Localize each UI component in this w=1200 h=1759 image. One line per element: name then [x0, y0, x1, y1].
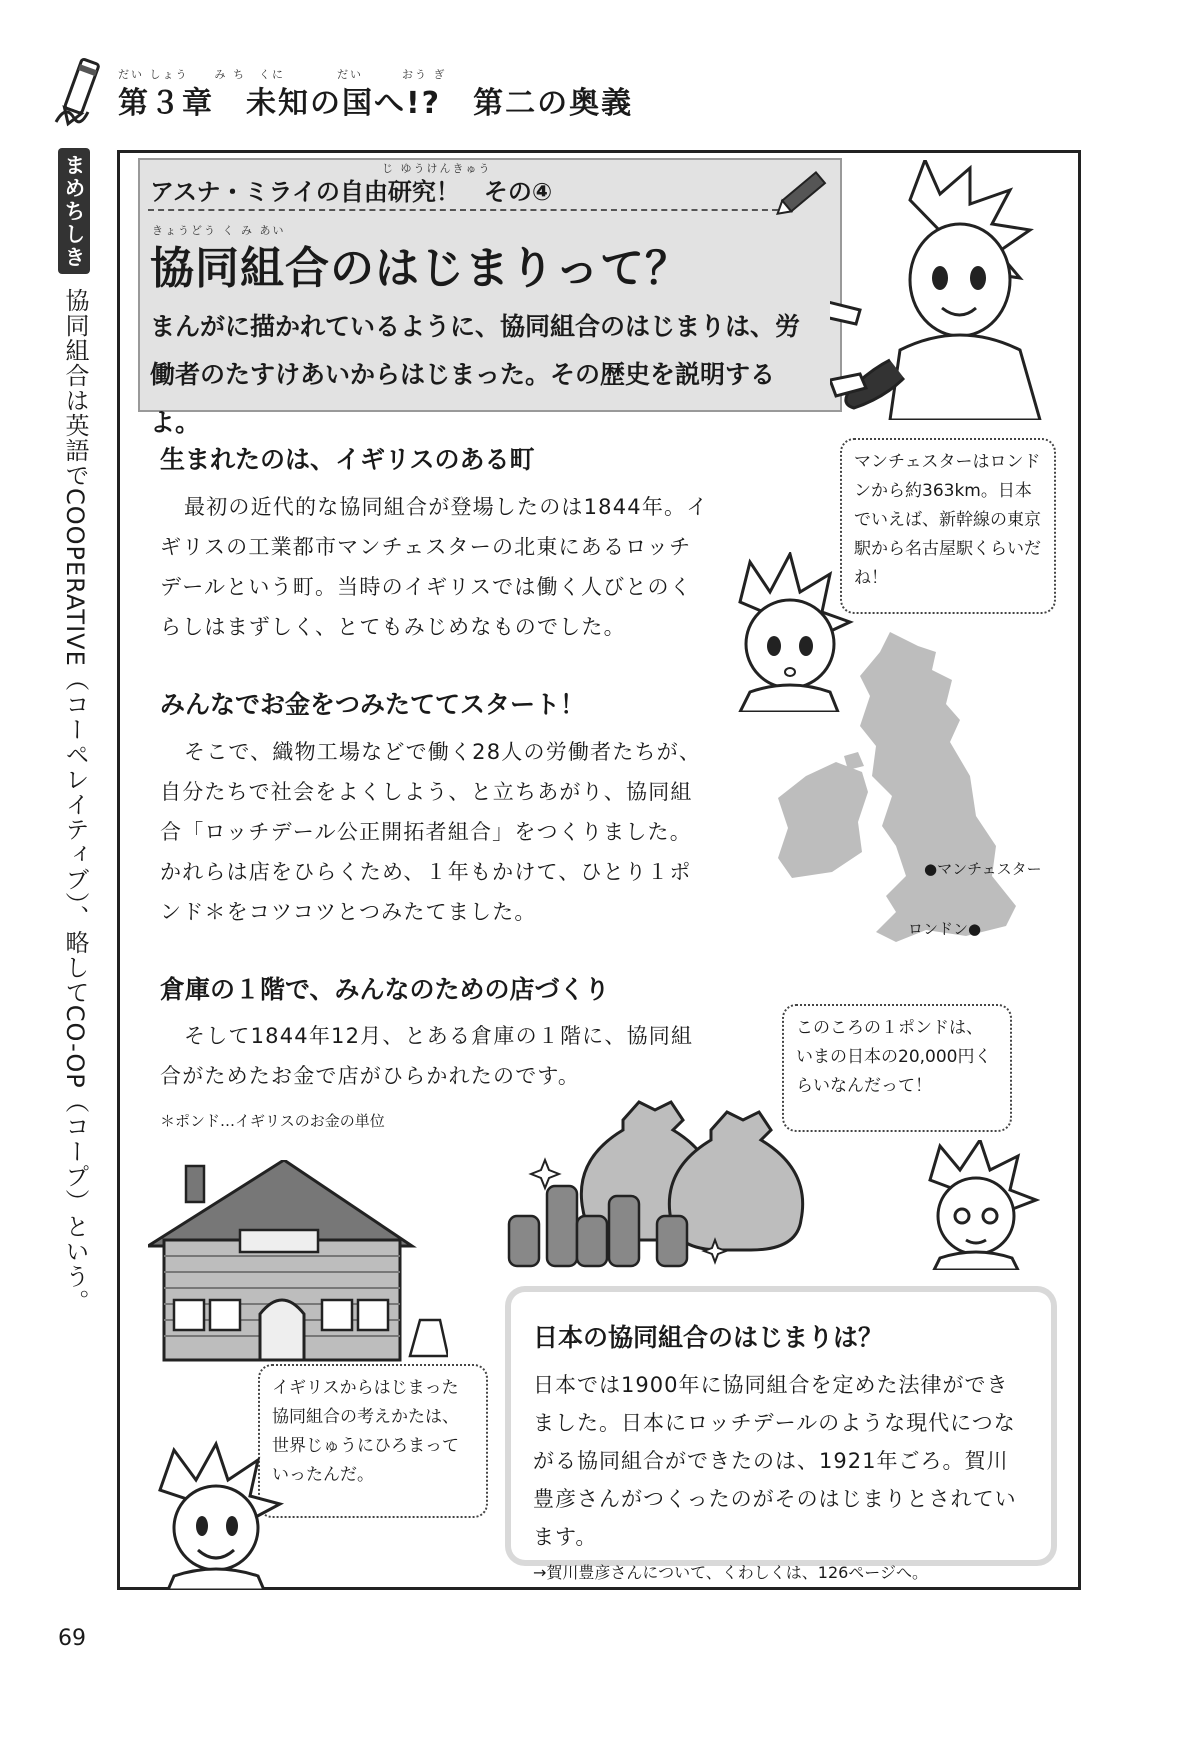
section-body-store: そして1844年12月、とある倉庫の１階に、協同組合がためたお金で店がひらかれたのです。	[160, 1024, 694, 1088]
page-number: 69	[58, 1626, 86, 1651]
bubble-pound-text: このころの１ポンドは、いまの日本の20,000円くらいなんだって！	[796, 1018, 992, 1096]
footnote-pound: ＊ポンド…イギリスのお金の単位	[160, 1112, 385, 1130]
map-label-manchester: ●マンチェスター	[924, 860, 1042, 878]
trivia-vertical-text: 協同組合は英語でCOOPERATIVE（コーペレイティブ）、略してCO-OP（コープ）という。	[61, 288, 89, 1314]
section-heading-birthplace: 生まれたのは、イギリスのある町	[160, 445, 535, 474]
section-body-birthplace: 最初の近代的な協同組合が登場したのは1844年。イギリスの工業都市マンチェスターの北東にあるロッチデールという町。当時のイギリスでは働く人びとのくらしはまずしく、とてもみじめなものでした。	[160, 495, 709, 639]
cooperative-store-house-illustration	[148, 1160, 448, 1370]
main-title: 協同組合のはじまりって？	[150, 243, 690, 294]
asuna-surprised-illustration	[910, 1140, 1040, 1270]
section-body-savings: そこで、織物工場などで働く28人の労働者たちが、自分たちで社会をよくしよう、と立ちあがり、協同組合「ロッチデール公正開拓者組合」をつくりました。かれらは店をひらくため、１年もかけて、ひとり１ポンド＊をコツコツとつみたてました。	[160, 740, 702, 924]
sub-heading-underline	[148, 209, 778, 211]
map-label-london: ロンドン●	[908, 920, 982, 938]
sub-heading-ruby: じ ゆうけんきゅう	[382, 162, 492, 175]
intro-text: まんがに描かれているように、協同組合のはじまりは、労働者のたすけあいからはじまった。その歴史を説明するよ。	[150, 312, 801, 437]
sub-heading: アスナ・ミライの自由研究！ その④	[150, 178, 553, 206]
speech-bubble-distance	[840, 438, 1056, 614]
bubble-distance-text: マンチェスターはロンドンから約363km。日本でいえば、新幹線の東京駅から名古屋駅くらいだね！	[854, 452, 1041, 588]
pencil-icon	[50, 56, 110, 132]
mirai-pointing-illustration	[830, 160, 1060, 420]
chapter-title: 第３章 未知の国へ!? 第二の奥義	[118, 86, 634, 121]
mame-chishiki-tab: まめちしき	[58, 148, 90, 274]
kagawa-page-reference-link[interactable]: →賀川豊彦さんについて、くわしくは、126ページへ。	[533, 1563, 928, 1582]
uk-map	[768, 626, 1058, 1006]
title-ruby: きょうどう く み あい	[152, 224, 286, 237]
japan-box-body: 日本では1900年に協同組合を定めた法律ができました。日本にロッチデールのような現代につながる協同組合ができたのは、1921年ごろ。賀川豊彦さんがつくったのがそのはじまりとされています。	[533, 1373, 1017, 1549]
mirai-smiling-illustration	[140, 1440, 290, 1590]
japan-origin-box	[511, 1292, 1051, 1582]
bubble-spread-text: イギリスからはじまった協同組合の考えかたは、世界じゅうにひろまっていったんだ。	[272, 1378, 459, 1485]
chapter-ruby: だい しょう み ち くに だい おう ぎ	[118, 68, 447, 81]
japan-box-heading: 日本の協同組合のはじまりは？	[533, 1323, 884, 1352]
money-bags-illustration	[505, 1090, 835, 1270]
section-heading-store: 倉庫の１階で、みんなのための店づくり	[160, 975, 610, 1004]
section-heading-savings: みんなでお金をつみたててスタート！	[160, 690, 586, 719]
speech-bubble-spread	[258, 1364, 488, 1518]
